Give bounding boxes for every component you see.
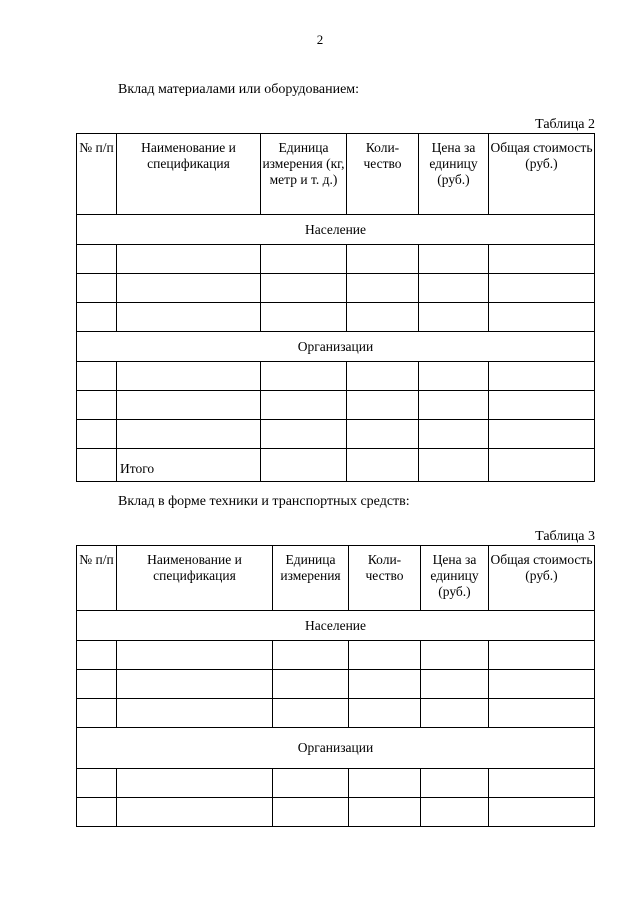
table-cell[interactable]	[261, 420, 347, 449]
table-cell[interactable]	[349, 798, 421, 827]
table-cell[interactable]	[489, 449, 595, 482]
table-cell[interactable]	[347, 449, 419, 482]
table-row	[77, 420, 595, 449]
table-cell[interactable]	[261, 362, 347, 391]
table-cell[interactable]	[273, 641, 349, 670]
table-cell[interactable]	[77, 391, 117, 420]
vehicles-table	[76, 545, 595, 827]
table-cell[interactable]	[489, 641, 595, 670]
table-cell[interactable]	[77, 362, 117, 391]
col-header-name: Наименование и спецификация	[117, 134, 261, 215]
col-header-total: Общая стоимость (руб.)	[489, 134, 595, 215]
table2-heading: Вклад материалами или оборудованием:	[118, 82, 360, 97]
table-cell[interactable]	[421, 670, 489, 699]
table-cell[interactable]	[489, 303, 595, 332]
col-header-total: Общая стоимость (руб.)	[489, 546, 595, 611]
col-header-qty: Коли- чество	[347, 134, 419, 215]
table-row	[77, 699, 595, 728]
table-cell[interactable]	[419, 391, 489, 420]
table-cell[interactable]	[349, 699, 421, 728]
table-cell[interactable]	[77, 303, 117, 332]
table-cell[interactable]	[349, 670, 421, 699]
table3-heading: Вклад в форме техники и транспортных средств:	[118, 494, 410, 509]
table-row	[77, 798, 595, 827]
table-cell[interactable]	[421, 798, 489, 827]
table-cell[interactable]	[421, 699, 489, 728]
table-cell[interactable]	[261, 274, 347, 303]
table-row	[77, 245, 595, 274]
col-header-qty: Коли- чество	[349, 546, 421, 611]
table-cell[interactable]	[117, 391, 261, 420]
table-cell[interactable]	[273, 769, 349, 798]
table-cell[interactable]	[347, 362, 419, 391]
table-cell[interactable]	[489, 391, 595, 420]
table-cell[interactable]	[419, 449, 489, 482]
table-row	[77, 362, 595, 391]
table-row	[77, 391, 595, 420]
table-cell[interactable]	[261, 245, 347, 274]
table-cell[interactable]	[261, 391, 347, 420]
table-cell[interactable]	[117, 274, 261, 303]
total-row	[77, 449, 595, 482]
table-cell[interactable]	[117, 699, 273, 728]
section-label-organizations: Организации	[77, 332, 595, 362]
table-cell[interactable]	[347, 303, 419, 332]
table-cell[interactable]	[117, 670, 273, 699]
table-cell[interactable]	[419, 362, 489, 391]
table-cell[interactable]	[421, 769, 489, 798]
table-header-row	[77, 134, 595, 215]
table-cell[interactable]	[117, 641, 273, 670]
col-header-price: Цена за единицу (руб.)	[421, 546, 489, 611]
section-label-organizations: Организации	[77, 728, 595, 769]
table-row	[77, 303, 595, 332]
table-cell[interactable]	[273, 699, 349, 728]
section-row-organizations	[77, 728, 595, 769]
table-cell[interactable]	[117, 362, 261, 391]
table-cell[interactable]	[117, 798, 273, 827]
table-row	[77, 641, 595, 670]
total-label: Итого	[117, 449, 261, 482]
table-cell[interactable]	[77, 274, 117, 303]
col-header-unit: Единица измерения (кг, метр и т. д.)	[261, 134, 347, 215]
page-number: 2	[316, 32, 324, 47]
table-cell[interactable]	[489, 670, 595, 699]
table-cell[interactable]	[273, 670, 349, 699]
table-cell[interactable]	[419, 303, 489, 332]
table-row	[77, 274, 595, 303]
table-cell[interactable]	[349, 641, 421, 670]
section-label-population: Население	[77, 215, 595, 245]
table-cell[interactable]	[489, 274, 595, 303]
table-cell[interactable]	[349, 769, 421, 798]
table-cell	[77, 449, 117, 482]
table-cell[interactable]	[421, 641, 489, 670]
table-cell[interactable]	[77, 420, 117, 449]
table-header-row	[77, 546, 595, 611]
table-cell[interactable]	[77, 769, 117, 798]
table-cell[interactable]	[489, 769, 595, 798]
table-cell[interactable]	[347, 391, 419, 420]
table-cell[interactable]	[261, 449, 347, 482]
table-cell[interactable]	[347, 245, 419, 274]
table3-label: Таблица 3	[535, 529, 595, 544]
section-label-population: Население	[77, 611, 595, 641]
table-cell[interactable]	[117, 303, 261, 332]
table-cell[interactable]	[273, 798, 349, 827]
col-header-num: № п/п	[77, 134, 117, 215]
col-header-unit: Единица измерения	[273, 546, 349, 611]
table-cell[interactable]	[489, 362, 595, 391]
table-cell[interactable]	[419, 420, 489, 449]
table-cell[interactable]	[117, 245, 261, 274]
section-row-population	[77, 611, 595, 641]
table-cell[interactable]	[117, 420, 261, 449]
table-cell[interactable]	[419, 245, 489, 274]
table-cell[interactable]	[489, 699, 595, 728]
table-cell[interactable]	[77, 699, 117, 728]
table-cell[interactable]	[347, 420, 419, 449]
section-row-organizations	[77, 332, 595, 362]
table-row	[77, 769, 595, 798]
col-header-name: Наименование и спецификация	[117, 546, 273, 611]
table-cell[interactable]	[77, 641, 117, 670]
section-row-population	[77, 215, 595, 245]
table-cell[interactable]	[489, 420, 595, 449]
table-cell[interactable]	[117, 769, 273, 798]
table-cell[interactable]	[347, 274, 419, 303]
table-cell[interactable]	[489, 245, 595, 274]
col-header-price: Цена за единицу (руб.)	[419, 134, 489, 215]
table-cell[interactable]	[261, 303, 347, 332]
table-cell[interactable]	[77, 670, 117, 699]
table2-label: Таблица 2	[535, 117, 595, 132]
table-cell[interactable]	[489, 798, 595, 827]
table-cell[interactable]	[77, 245, 117, 274]
col-header-num: № п/п	[77, 546, 117, 611]
materials-table	[76, 133, 595, 482]
table-row	[77, 670, 595, 699]
table-cell[interactable]	[419, 274, 489, 303]
table-cell[interactable]	[77, 798, 117, 827]
